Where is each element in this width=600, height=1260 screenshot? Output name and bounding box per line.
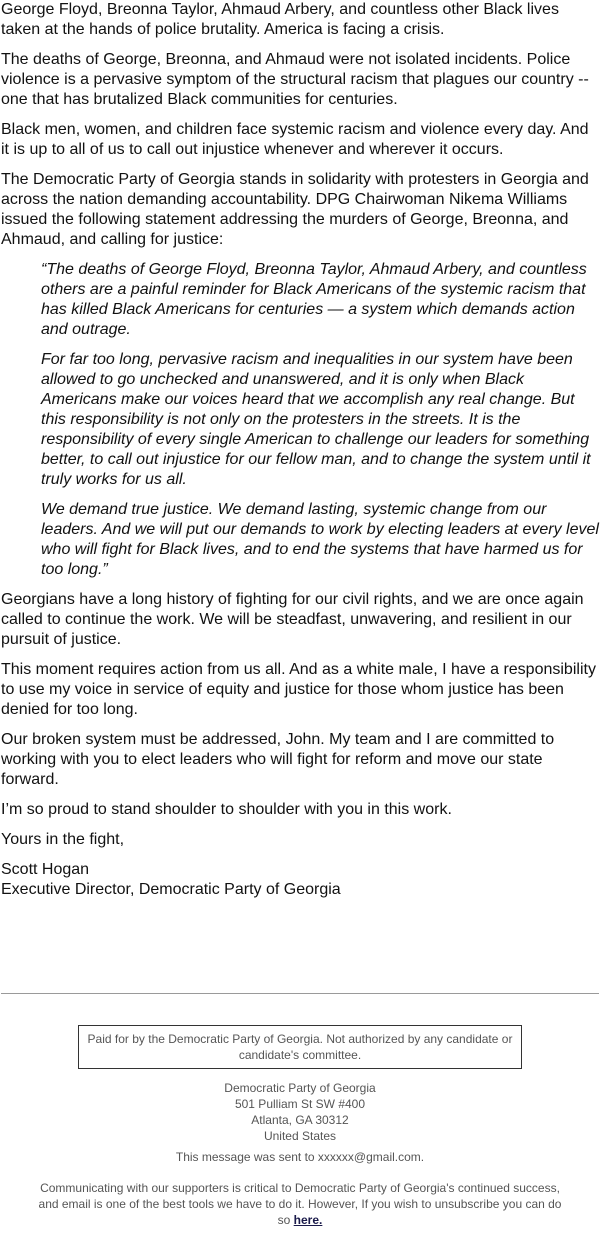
address-street: 501 Pulliam St SW #400	[234, 1097, 366, 1111]
sent-to-notice: This message was sent to xxxxxx@gmail.com.	[175, 1150, 425, 1164]
signature	[1, 860, 599, 900]
quote-paragraph: For far too long, pervasive racism and inequalities in our system have been allowed to go unchecked and unanswered, and it is only when Black Americans make our voices heard that we accomplish any real change. But this responsibility is not only on the protesters in the streets. It is the responsibility of every single American to challenge our leaders for something better, to call out injustice for our fellow man, and to change the system until it truly works for us all.	[41, 351, 591, 488]
address-org: Democratic Party of Georgia	[224, 1081, 376, 1095]
signature-title: Executive Director, Democratic Party of Georgia	[1, 881, 341, 898]
chair-statement-quote	[41, 260, 599, 580]
body-paragraph: The deaths of George, Breonna, and Ahmaud were not isolated incidents. Police violence is a pervasive symptom of the structural racism that plagues our country -- one that has brutalized Black communities for centuries.	[1, 51, 589, 108]
body-paragraph: I’m so proud to stand shoulder to shoulder with you in this work.	[1, 801, 452, 818]
body-paragraph: Georgians have a long history of fighting for our civil rights, and we are once again called to continue the work. We will be steadfast, unwavering, and resilient in our pursuit of justice.	[1, 591, 584, 648]
body-paragraph: George Floyd, Breonna Taylor, Ahmaud Arbery, and countless other Black lives taken at the hands of police brutality. America is facing a crisis.	[1, 1, 559, 38]
signature-name: Scott Hogan	[1, 861, 90, 878]
body-paragraph: This moment requires action from us all. And as a white male, I have a responsibility to use my voice in service of equity and justice for those whom justice has been denied for too long.	[1, 661, 596, 718]
spacer	[0, 910, 600, 993]
address-city: Atlanta, GA 30312	[251, 1113, 349, 1127]
quote-paragraph: “The deaths of George Floyd, Breonna Taylor, Ahmaud Arbery, and countless others are a painful reminder for Black Americans of the systemic racism that has killed Black Americans for centuries — a system which demands action and outrage.	[41, 261, 587, 338]
closing-line: Yours in the fight,	[1, 831, 125, 848]
unsubscribe-link[interactable]: here.	[293, 1213, 323, 1227]
paid-for-disclaimer: Paid for by the Democratic Party of Georgia. Not authorized by any candidate or candidate's committee.	[78, 1025, 522, 1069]
body-paragraph: The Democratic Party of Georgia stands in solidarity with protesters in Georgia and across the nation demanding accountability. DPG Chairwoman Nikema Williams issued the following statement addressing the murders of George, Breonna, and Ahmaud, and calling for justice:	[1, 171, 589, 248]
body-paragraph: Black men, women, and children face systemic racism and violence every day. And it is up to all of us to call out injustice whenever and wherever it occurs.	[1, 121, 589, 158]
unsubscribe-text: Communicating with our supporters is critical to Democratic Party of Georgia's continued success, and email is one of the best tools we have to do it. However, If you wish to unsubscribe you can do so	[38, 1181, 562, 1227]
address-country: United States	[263, 1129, 337, 1143]
quote-paragraph: We demand true justice. We demand lasting, systemic change from our leaders. And we will put our demands to work by electing leaders at every level who will fight for Black lives, and to end the systems that have harmed us for too long.”	[41, 501, 599, 578]
email-footer	[0, 994, 600, 1228]
body-paragraph: Our broken system must be addressed, John. My team and I are committed to working with you to elect leaders who will fight for reform and move our state forward.	[1, 731, 555, 788]
unsubscribe-notice	[35, 1180, 565, 1228]
mailing-address	[0, 1080, 600, 1144]
